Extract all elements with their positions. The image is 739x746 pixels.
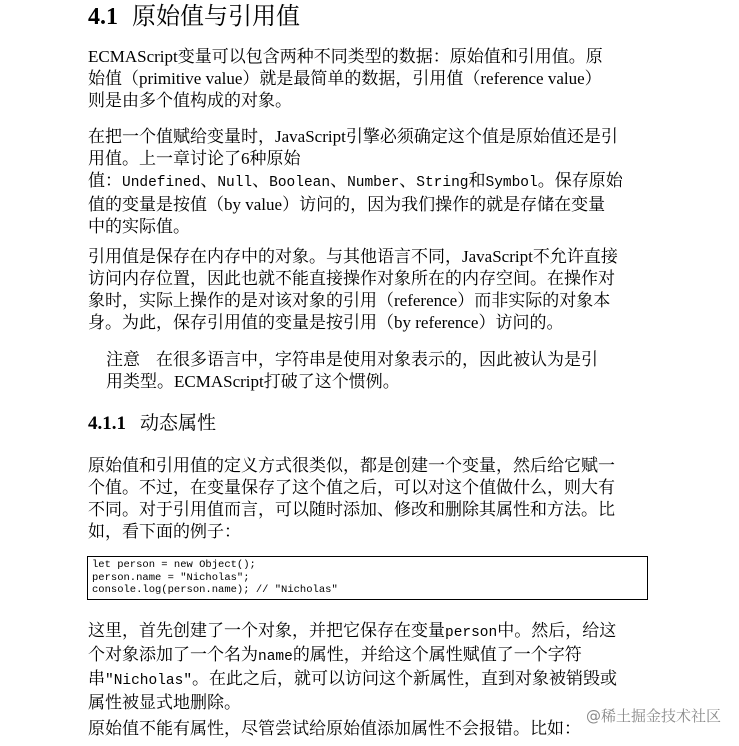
text-fragment: 个对象添加了一个名为	[88, 645, 258, 664]
paragraph-reference-values	[88, 246, 653, 334]
text-line	[106, 349, 651, 371]
section-number: 4.1	[88, 4, 118, 30]
paragraph-primitive-properties	[88, 718, 653, 740]
watermark: @稀土掘金技术社区	[585, 707, 721, 725]
subsection-heading	[88, 410, 216, 438]
text-line: 值的变量是按值（by value）访问的，因为我们操作的就是存储在变量	[88, 195, 606, 214]
note-box	[106, 349, 651, 393]
type-boolean: Boolean	[269, 175, 331, 191]
text-line	[88, 668, 653, 692]
text-line: 原始值不能有属性，尽管尝试给原始值添加属性不会报错。比如：	[88, 719, 581, 738]
separator: 、	[330, 171, 348, 190]
separator: 、	[200, 171, 218, 190]
text-line: 个值。不过，在变量保存了这个值之后，可以对这个值做什么，则大有	[88, 478, 615, 497]
inline-code: "Nicholas"	[105, 673, 193, 689]
subsection-number: 4.1.1	[88, 413, 126, 434]
text-fragment: 这里，首先创建了一个对象，并把它保存在变量	[88, 621, 445, 640]
note-label: 注意	[106, 350, 140, 369]
text-line: 象时，实际上操作的是对该对象的引用（reference）而非实际的对象本	[88, 291, 611, 310]
paragraph-primitive-types	[88, 126, 653, 238]
text-line: 访问内存位置，因此也就不能直接操作对象所在的内存空间。在操作对	[88, 269, 615, 288]
code-line: let person = new Object();	[92, 559, 256, 571]
text-line: ECMAScript变量可以包含两种不同类型的数据：原始值和引用值。原	[88, 47, 603, 66]
type-number: Number	[347, 175, 400, 191]
paragraph-dynamic-properties	[88, 455, 653, 543]
text-line: 始值（primitive value）就是最简单的数据，引用值（reference value）	[88, 69, 602, 88]
paragraph-explanation	[88, 620, 653, 714]
text-line: 引用值是保存在内存中的对象。与其他语言不同，JavaScript不允许直接	[88, 247, 618, 266]
text-line: 如，看下面的例子：	[88, 522, 241, 541]
text-line: 身。为此，保存引用值的变量是按引用（by reference）访问的。	[88, 313, 564, 332]
type-undefined: Undefined	[122, 175, 201, 191]
type-symbol: Symbol	[485, 175, 538, 191]
separator: 、	[399, 171, 417, 190]
text-fragment: 中。然后，给这	[497, 621, 617, 640]
section-title: 原始值与引用值	[132, 4, 300, 30]
type-string: String	[416, 175, 469, 191]
code-line: person.name = "Nicholas";	[92, 571, 250, 584]
section-heading	[88, 2, 300, 32]
text-line: 用类型。ECMAScript打破了这个惯例。	[106, 372, 400, 391]
text-line: 在把一个值赋给变量时，JavaScript引擎必须确定这个值是原始值还是引	[88, 127, 618, 146]
text-fragment: 。保存原始	[537, 171, 623, 190]
note-text: 在很多语言中，字符串是使用对象表示的，因此被认为是引	[156, 350, 598, 369]
code-block	[87, 556, 648, 600]
subsection-title: 动态属性	[140, 413, 217, 434]
inline-code: name	[258, 649, 293, 665]
text-fragment: 串	[88, 669, 105, 688]
text-line-types	[88, 170, 653, 194]
text-fragment: 的属性，并给这个属性赋值了一个字符	[292, 645, 582, 664]
text-fragment: 。在此之后，就可以访问这个新属性，直到对象被销毁或	[192, 669, 618, 688]
code-line: console.log(person.name); // "Nicholas"	[92, 584, 338, 596]
text-line: 用值。上一章讨论了6种原始	[88, 149, 301, 168]
conjunction: 和	[468, 171, 486, 190]
text-line: 中的实际值。	[88, 217, 190, 236]
text-line: 不同。对于引用值而言，可以随时添加、修改和删除其属性和方法。比	[88, 500, 615, 519]
type-null: Null	[217, 175, 253, 191]
text-line: 则是由多个值构成的对象。	[88, 91, 292, 110]
paragraph-intro	[88, 46, 653, 112]
text-line: 原始值和引用值的定义方式很类似，都是创建一个变量，然后给它赋一	[88, 456, 615, 475]
inline-code: person	[445, 625, 498, 641]
separator: 、	[252, 171, 270, 190]
text-line	[88, 644, 653, 668]
text-line: 属性被显式地删除。	[88, 693, 241, 712]
text-line	[88, 620, 653, 644]
text-fragment: 值：	[88, 171, 122, 190]
